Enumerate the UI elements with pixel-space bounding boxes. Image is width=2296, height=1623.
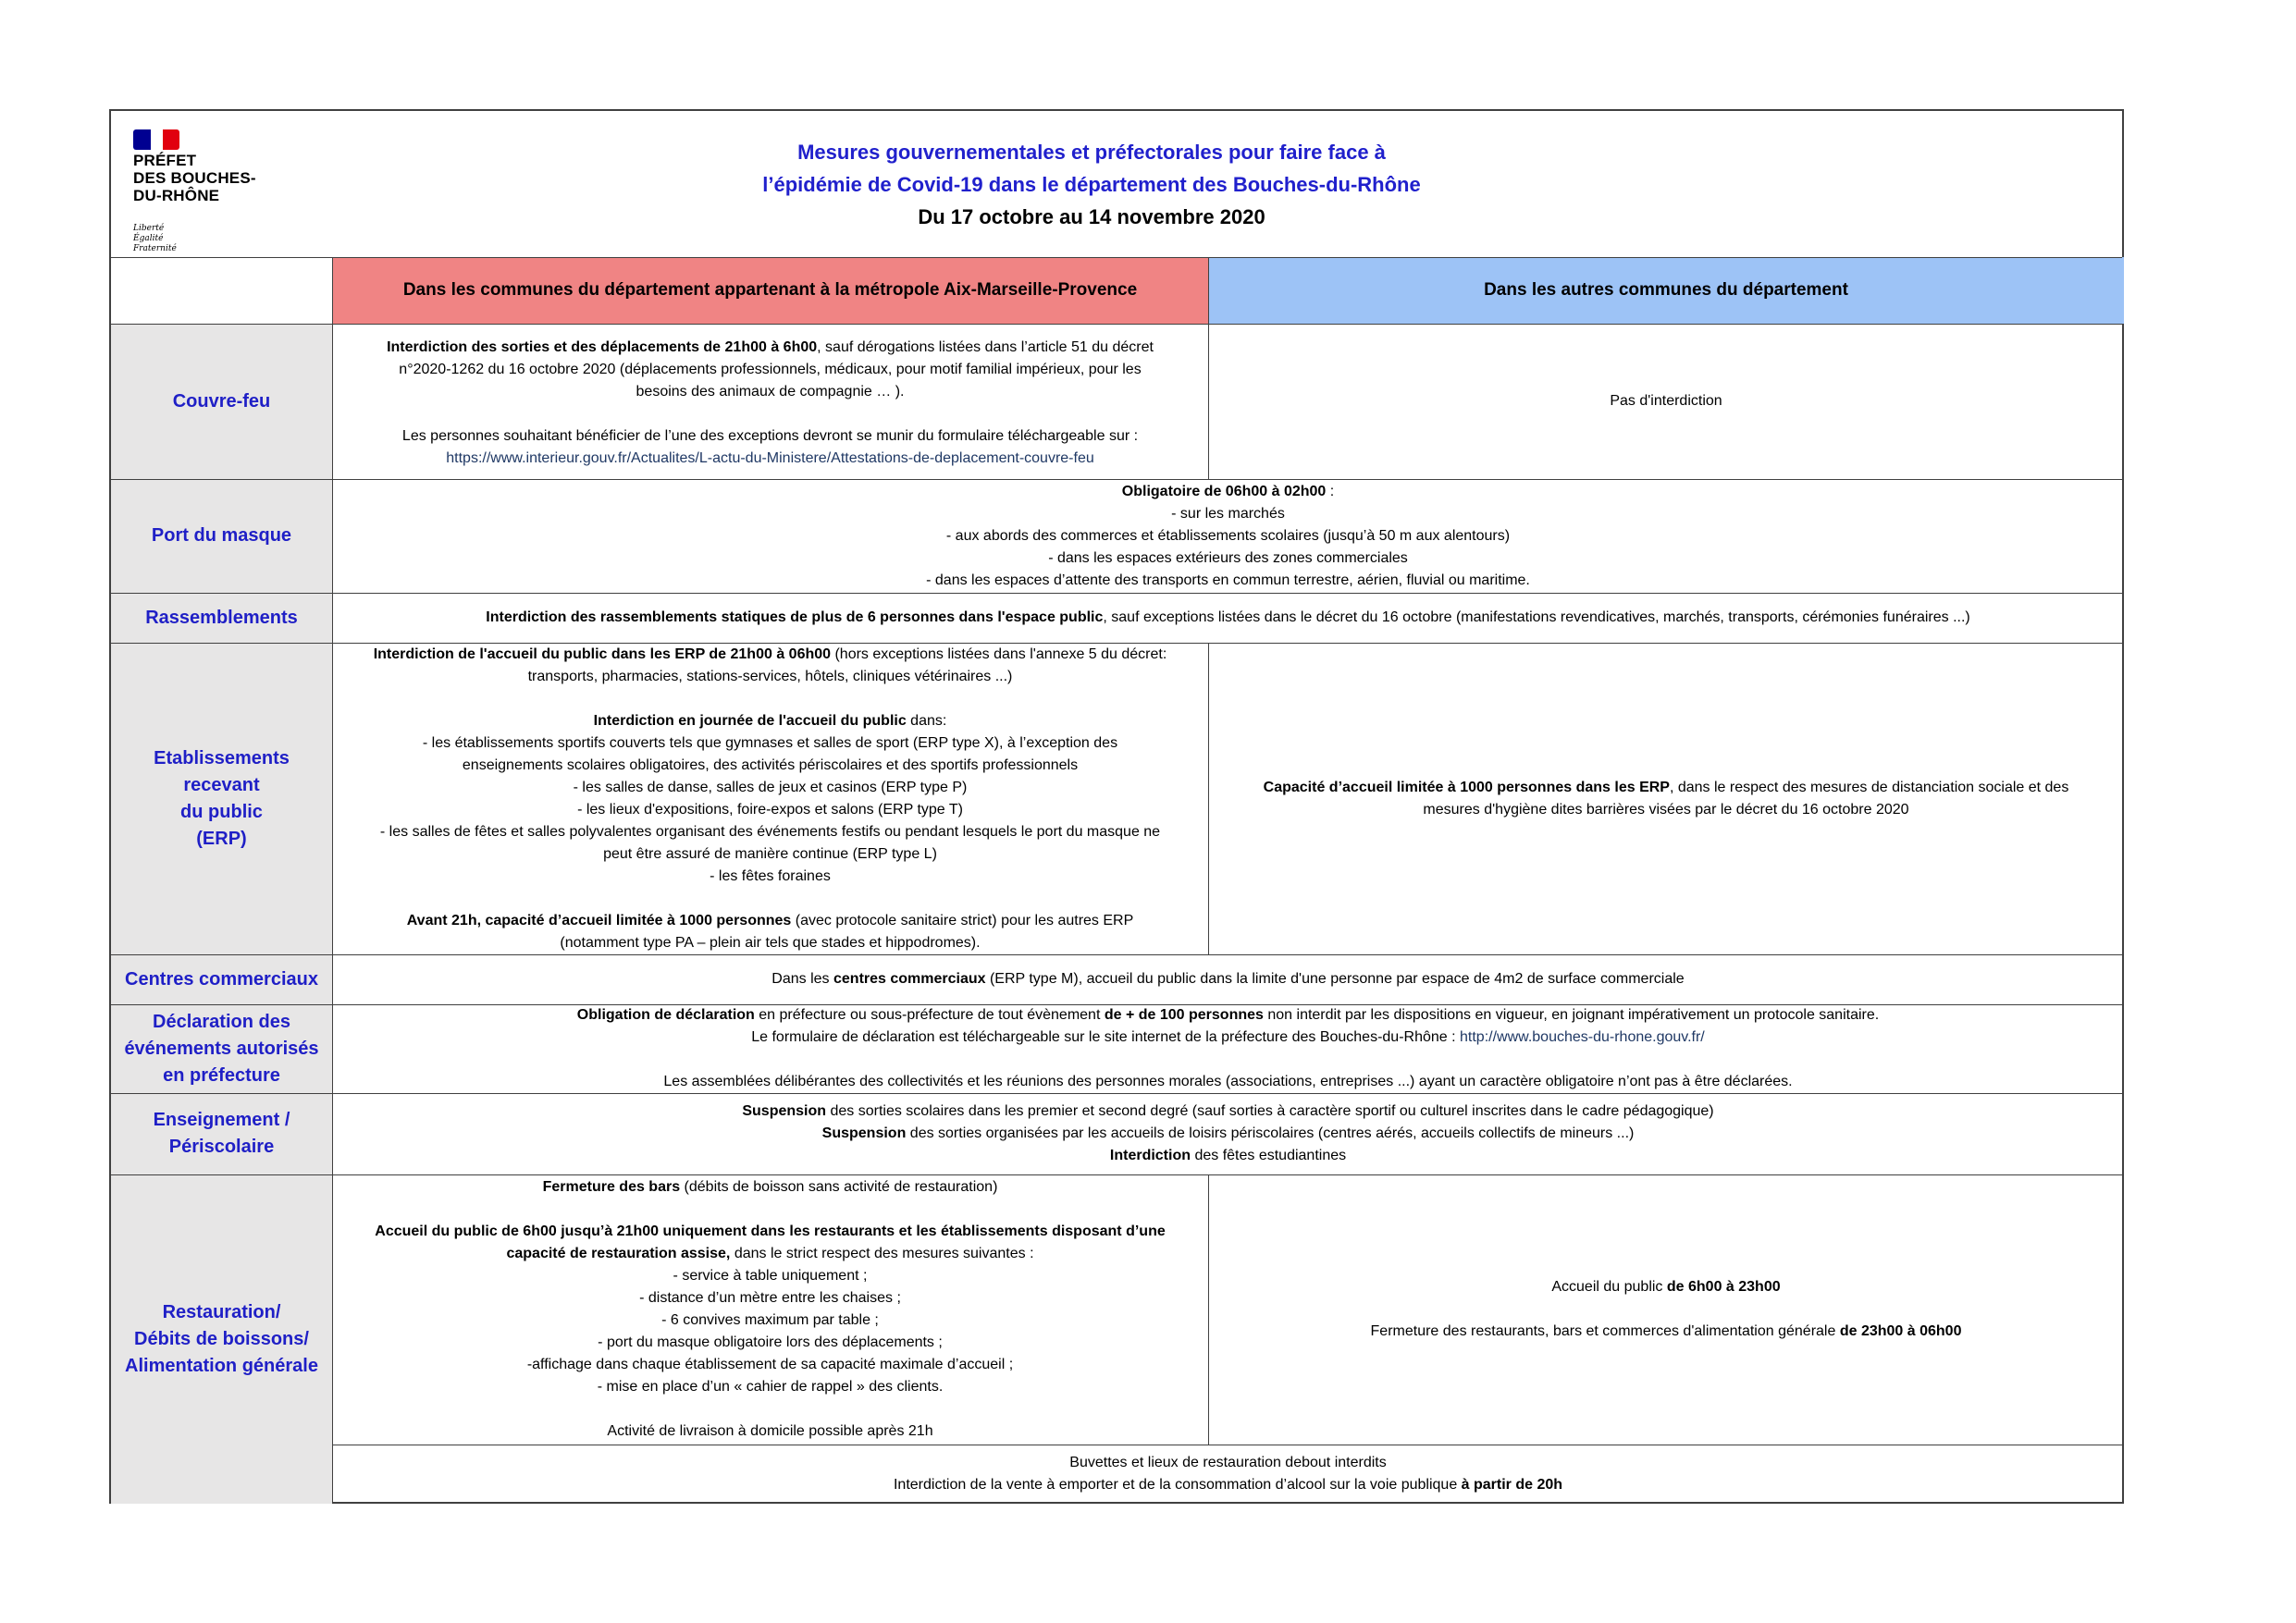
prefecture-name: PRÉFET DES BOUCHES- DU-RHÔNE	[133, 152, 256, 204]
french-flag-icon	[133, 129, 179, 150]
erp-metropole: Interdiction de l'accueil du public dans les ERP de 21h00 à 06h00 (hors exceptions listées dans l'annexe 5 du décret: transports, pharmacies, stations-services, hôtels, cliniques vétérinaires ...) Interdiction en journée de l'accueil du public dans: - les établissements sportifs couverts tels que gymnases et salles de sport (ERP type X), à l’exception des enseignements scolaires obligatoires, des activités périscolaires et des sportifs professionnels - les salles de danse, salles de jeux et casinos (ERP type P) - les lieux d'expositions, foire-expos et salons (ERP type T) - les salles de fêtes et salles polyvalentes organisant des événements festifs ou pendant lesquels le port du masque ne peut être assuré de manière continue (ERP type L) - les fêtes foraines Avant 21h, capacité d’accueil limitée à 1000 personnes (avec protocole sanitaire strict) pour les autres ERP (notamment type PA – plein air tels que stades et hippodromes).	[373, 646, 1167, 951]
row-label-declaration: Déclaration des événements autorisés en préfecture	[111, 1004, 332, 1093]
row-label-centres-commerciaux: Centres commerciaux	[111, 954, 332, 1004]
couvre-feu-metropole: Interdiction des sorties et des déplacements de 21h00 à 6h00, sauf dérogations listées dans l’article 51 du décret n°2020-1262 du 16 octobre 2020 (déplacements professionnels, médicaux, pour motif familial impérieux, pour les besoins des animaux de compagnie … ). Les personnes souhaitant bénéficier de l’une des exceptions devront se munir du formulaire téléchargeable sur : https://www.interieur.gouv.fr/Actualites/L-actu-du-Ministere/Attestations-de-deplacement-couvre-feu	[332, 324, 1208, 479]
row-label-restauration: Restauration/ Débits de boissons/ Alimentation générale	[111, 1174, 332, 1504]
declaration-content: Obligation de déclaration en préfecture ou sous-préfecture de tout évènement de + de 100 personnes non interdit par les dispositions en vigueur, en joignant impérativement un protocole sanitaire. Le formulaire de déclaration est téléchargeable sur le site internet de la préfecture des Bouches-du-Rhône : http://www.bouches-du-rhone.gouv.fr/ Les assemblées délibérantes des collectivités et les réunions des personnes morales (associations, entreprises ...) ayant un caractère obligatoire n’ont pas à être déclarées.	[576, 1007, 1880, 1089]
masque-content: Obligatoire de 06h00 à 02h00 : - sur les marchés - aux abords des commerces et établissements scolaires (jusqu’à 50 m aux alentours) - dans les espaces extérieurs des zones commerciales - dans les espaces d’attente des transports en commun terrestre, aérien, fluvial ou maritime.	[926, 483, 1530, 588]
republic-motto: Liberté Égalité Fraternité	[133, 224, 177, 253]
couvre-feu-autres: Pas d'interdiction	[1610, 393, 1722, 409]
column-header-metropole: Dans les communes du département appartenant à la métropole Aix-Marseille-Provence	[332, 257, 1208, 324]
measures-table	[109, 109, 2124, 1504]
attestation-link[interactable]: https://www.interieur.gouv.fr/Actualites/L-actu-du-Ministere/Attestations-de-deplacement-couvre-feu	[446, 450, 1094, 466]
restauration-metropole: Fermeture des bars (débits de boisson sans activité de restauration) Accueil du public de 6h00 jusqu’à 21h00 uniquement dans les restaurants et les établissements disposant d’une capacité de restauration assise, dans le strict respect des mesures suivantes : - service à table uniquement ; - distance d’un mètre entre les chaises ; - 6 convives maximum par table ; - port du masque obligatoire lors des déplacements ; -affichage dans chaque établissement de sa capacité maximale d’accueil ; - mise en place d’un « cahier de rappel » des clients. Activité de livraison à domicile possible après 21h	[375, 1179, 1166, 1439]
row-label-erp: Etablissements recevant du public (ERP)	[111, 643, 332, 954]
title-line-1: Mesures gouvernementales et préfectorales pour faire face à	[797, 140, 1386, 164]
prefecture-website-link[interactable]: http://www.bouches-du-rhone.gouv.fr/	[1460, 1029, 1705, 1045]
enseignement-content: Suspension des sorties scolaires dans les premier et second degré (sauf sorties à caractère sportif ou culturel inscrites dans le cadre pédagogique) Suspension des sorties organisées par les accueils de loisirs périscolaires (centres aérés, accueils collectifs de mineurs ...) Interdiction des fêtes estudiantines	[742, 1103, 1714, 1163]
row-label-rassemblements: Rassemblements	[111, 593, 332, 643]
title-line-2: l’épidémie de Covid-19 dans le département des Bouches-du-Rhône	[762, 172, 1421, 196]
centres-content: Dans les centres commerciaux (ERP type M), accueil du public dans la limite d'une personne par espace de 4m2 de surface commerciale	[772, 971, 1685, 987]
rassemblements-content: Interdiction des rassemblements statiques de plus de 6 personnes dans l'espace public, sauf exceptions listées dans le décret du 16 octobre (manifestations revendicatives, marchés, transports, cérémonies funéraires ...)	[486, 609, 1970, 625]
restauration-commun: Buvettes et lieux de restauration debout interdits Interdiction de la vente à emporter et de la consommation d’alcool sur la voie publique à partir de 20h	[893, 1455, 1563, 1493]
erp-autres: Capacité d’accueil limitée à 1000 personnes dans les ERP, dans le respect des mesures de distanciation sociale et des mesures d'hygiène dites barrières visées par le décret du 16 octobre 2020	[1263, 779, 2069, 818]
row-label-port-du-masque: Port du masque	[111, 479, 332, 593]
row-label-couvre-feu: Couvre-feu	[111, 324, 332, 479]
page-title	[352, 111, 1832, 257]
prefecture-logo	[130, 129, 296, 259]
row-label-enseignement: Enseignement / Périscolaire	[111, 1093, 332, 1174]
date-range: Du 17 octobre au 14 novembre 2020	[918, 204, 1265, 228]
restauration-autres: Accueil du public de 6h00 à 23h00 Fermeture des restaurants, bars et commerces d'alimentation générale de 23h00 à 06h00	[1370, 1279, 1962, 1339]
column-header-autres: Dans les autres communes du département	[1208, 257, 2124, 324]
